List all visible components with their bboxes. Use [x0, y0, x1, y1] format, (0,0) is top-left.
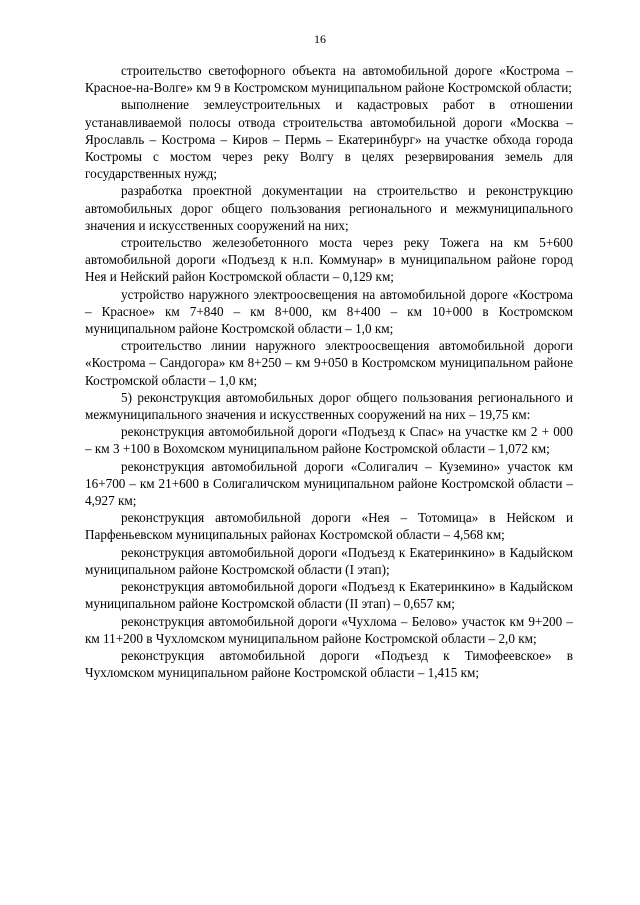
paragraph-road-timofeevskoe: реконструкция автомобильной дороги «Подъезд к Тимофеевское» в Чухломском муниципальном районе Костромской области – 1,415 км;	[85, 647, 573, 681]
paragraph-road-chukhloma-belovo: реконструкция автомобильной дороги «Чухлома – Белово» участок км 9+200 – км 11+200 в Чухломском муниципальном районе Костромской области – 2,0 км;	[85, 613, 573, 646]
paragraph-land-survey: выполнение землеустроительных и кадастровых работ в отношении устанавливаемой полосы отвода строительства автомобильной дороги «Москва – Ярославль – Кострома – Киров – Пермь – Екатеринбург» на участке обхода города Костромы с мостом через реку Волгу в целях резервирования земель для государственных нужд;	[85, 97, 573, 182]
paragraph-traffic-light: строительство светофорного объекта на автомобильной дороге «Кострома – Красное-на-Волге» км 9 в Костромском муниципальном районе Костромской области;	[85, 63, 573, 96]
paragraph-design-docs: разработка проектной документации на строительство и реконструкцию автомобильных дорог общего пользования регионального и межмуниципального значения и искусственных сооружений на них;	[85, 183, 573, 233]
paragraph-road-ekaterinkino-2: реконструкция автомобильной дороги «Подъезд к Екатеринкино» в Кадыйском муниципальном районе Костромской области (II этап) – 0,657 км;	[85, 579, 573, 612]
paragraph-road-ekaterinkino-1: реконструкция автомобильной дороги «Подъезд к Екатеринкино» в Кадыйском муниципальном районе Костромской области (I этап);	[85, 544, 573, 577]
paragraph-lighting-krasnoe: устройство наружного электроосвещения на автомобильной дороге «Кострома – Красное» км 7+840 – км 8+000, км 8+400 – км 10+000 в Костромском муниципальном районе Костромской области – 1,0 км;	[85, 286, 573, 337]
paragraph-bridge-tozhega: строительство железобетонного моста через реку Тожега на км 5+600 автомобильной дороги «Подъезд к н.п. Коммунар» в муниципальном районе город Нея и Нейский район Костромской области – 0,129 км;	[85, 235, 573, 285]
page-number: 16	[314, 32, 326, 46]
paragraph-road-spas: реконструкция автомобильной дороги «Подъезд к Спас» на участке км 2 + 000 – км 3 +100 в Вохомском муниципальном районе Костромской области – 1,072 км;	[85, 424, 573, 457]
paragraph-section-5-reconstruction: 5) реконструкция автомобильных дорог общего пользования регионального и межмуниципального значения и искусственных сооружений на них – 19,75 км:	[85, 389, 573, 423]
paragraph-road-neya-totomitsa: реконструкция автомобильной дороги «Нея – Тотомица» в Нейском и Парфеньевском муниципальных районах Костромской области – 4,568 км;	[85, 510, 573, 543]
paragraph-lighting-sandogora: строительство линии наружного электроосвещения автомобильной дороги «Кострома – Сандогора» км 8+250 – км 9+050 в Костромском муниципальном районе Костромской области – 1,0 км;	[85, 338, 573, 388]
document-body	[85, 62, 573, 681]
paragraph-road-soligalich: реконструкция автомобильной дороги «Солигалич – Куземино» участок км 16+700 – км 21+600 в Солигаличском муниципальном районе Костромской области – 4,927 км;	[85, 458, 573, 509]
